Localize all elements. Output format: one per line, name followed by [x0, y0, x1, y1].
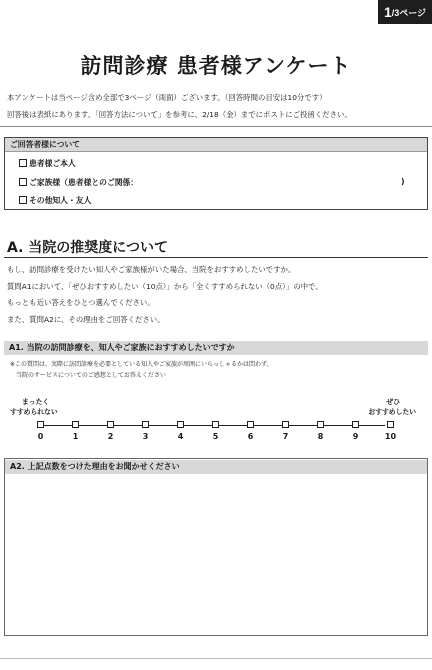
section-a-body	[7, 262, 427, 328]
label-line: ぜひ	[386, 398, 400, 406]
option-label: その他知人・友人	[29, 196, 92, 205]
section-divider	[4, 257, 428, 258]
a2-heading: A2. 上記点数をつけた理由をお聞かせください	[5, 460, 427, 474]
intro-line: 本アンケートは当ページ含め全部で3ページ（両面）ございます。（回答時間の目安は10分です）	[7, 93, 327, 102]
page-title: 訪問診療 患者様アンケート	[80, 54, 352, 78]
note-line: 当院のサービスについてのご感想としてお答えください	[10, 372, 166, 379]
rating-option-0[interactable]	[37, 421, 44, 428]
rating-number: 3	[142, 432, 149, 441]
label-line: すすめられない	[10, 408, 58, 416]
divider	[0, 126, 432, 127]
rating-number: 7	[282, 432, 289, 441]
label-line: まったく	[22, 398, 50, 406]
rating-number: 8	[317, 432, 324, 441]
rating-option-2[interactable]	[107, 421, 114, 428]
body-line: もっとも近い答えをひとつ選んでください。	[7, 298, 155, 307]
intro-line: 回答後は表紙にあります、「回答方法について」を参考に、2/18（金）までにポストにご投函ください。	[7, 110, 352, 119]
body-line: また、質問A2に、その理由をご回答ください。	[7, 314, 165, 324]
rating-number: 5	[212, 432, 219, 441]
a1-heading: A1. 当院の訪問診療を、知人やご家族におすすめしたいですか	[4, 341, 428, 355]
option-label: ご家族様（患者様とのご関係：	[29, 178, 139, 187]
body-line: 質問A1において、「ぜひおすすめしたい（10点）」から「全くすすめられない（0点）」の中で、	[7, 281, 323, 291]
respondent-heading: ご回答者様について	[5, 138, 427, 152]
rating-option-5[interactable]	[212, 421, 219, 428]
page-indicator	[378, 0, 432, 24]
rating-option-4[interactable]	[177, 421, 184, 428]
respondent-option-family[interactable]	[19, 177, 138, 188]
rating-number: 1	[72, 432, 79, 441]
rating-number: 0	[37, 432, 44, 441]
respondent-box	[4, 137, 428, 210]
rating-option-1[interactable]	[72, 421, 79, 428]
relation-close-paren: )	[401, 177, 405, 186]
footer-rule	[0, 658, 432, 659]
page-number: 1	[383, 4, 392, 20]
rating-option-10[interactable]	[387, 421, 394, 428]
rating-number: 2	[107, 432, 114, 441]
a2-answer-box[interactable]	[4, 458, 428, 636]
rating-option-3[interactable]	[142, 421, 149, 428]
scale-low-label	[10, 397, 58, 417]
page-total: /3ページ	[391, 7, 427, 18]
note-line: ※この質問は、実際に訪問診療を必要としている知人やご家族が周囲にいらっしゃるかは問わず、	[10, 361, 273, 368]
body-line: もし、訪問診療を受けたい知人やご家族様がいた場合、当院をおすすめしたいですか。	[7, 265, 296, 274]
rating-number: 10	[384, 432, 397, 441]
section-a-title: A. 当院の推奨度について	[7, 240, 169, 256]
rating-option-7[interactable]	[282, 421, 289, 428]
rating-option-9[interactable]	[352, 421, 359, 428]
rating-option-6[interactable]	[247, 421, 254, 428]
label-line: おすすめしたい	[368, 408, 416, 416]
option-label: 患者様ご本人	[29, 159, 76, 168]
intro-text	[7, 89, 427, 123]
rating-number: 4	[177, 432, 184, 441]
rating-option-8[interactable]	[317, 421, 324, 428]
checkbox[interactable]	[19, 178, 27, 186]
checkbox[interactable]	[19, 196, 27, 204]
rating-number: 6	[247, 432, 254, 441]
a1-note	[10, 359, 273, 381]
rating-number: 9	[352, 432, 359, 441]
checkbox[interactable]	[19, 159, 27, 167]
respondent-option-patient[interactable]	[19, 158, 76, 169]
respondent-option-other[interactable]	[19, 195, 91, 206]
scale-high-label	[358, 397, 416, 417]
